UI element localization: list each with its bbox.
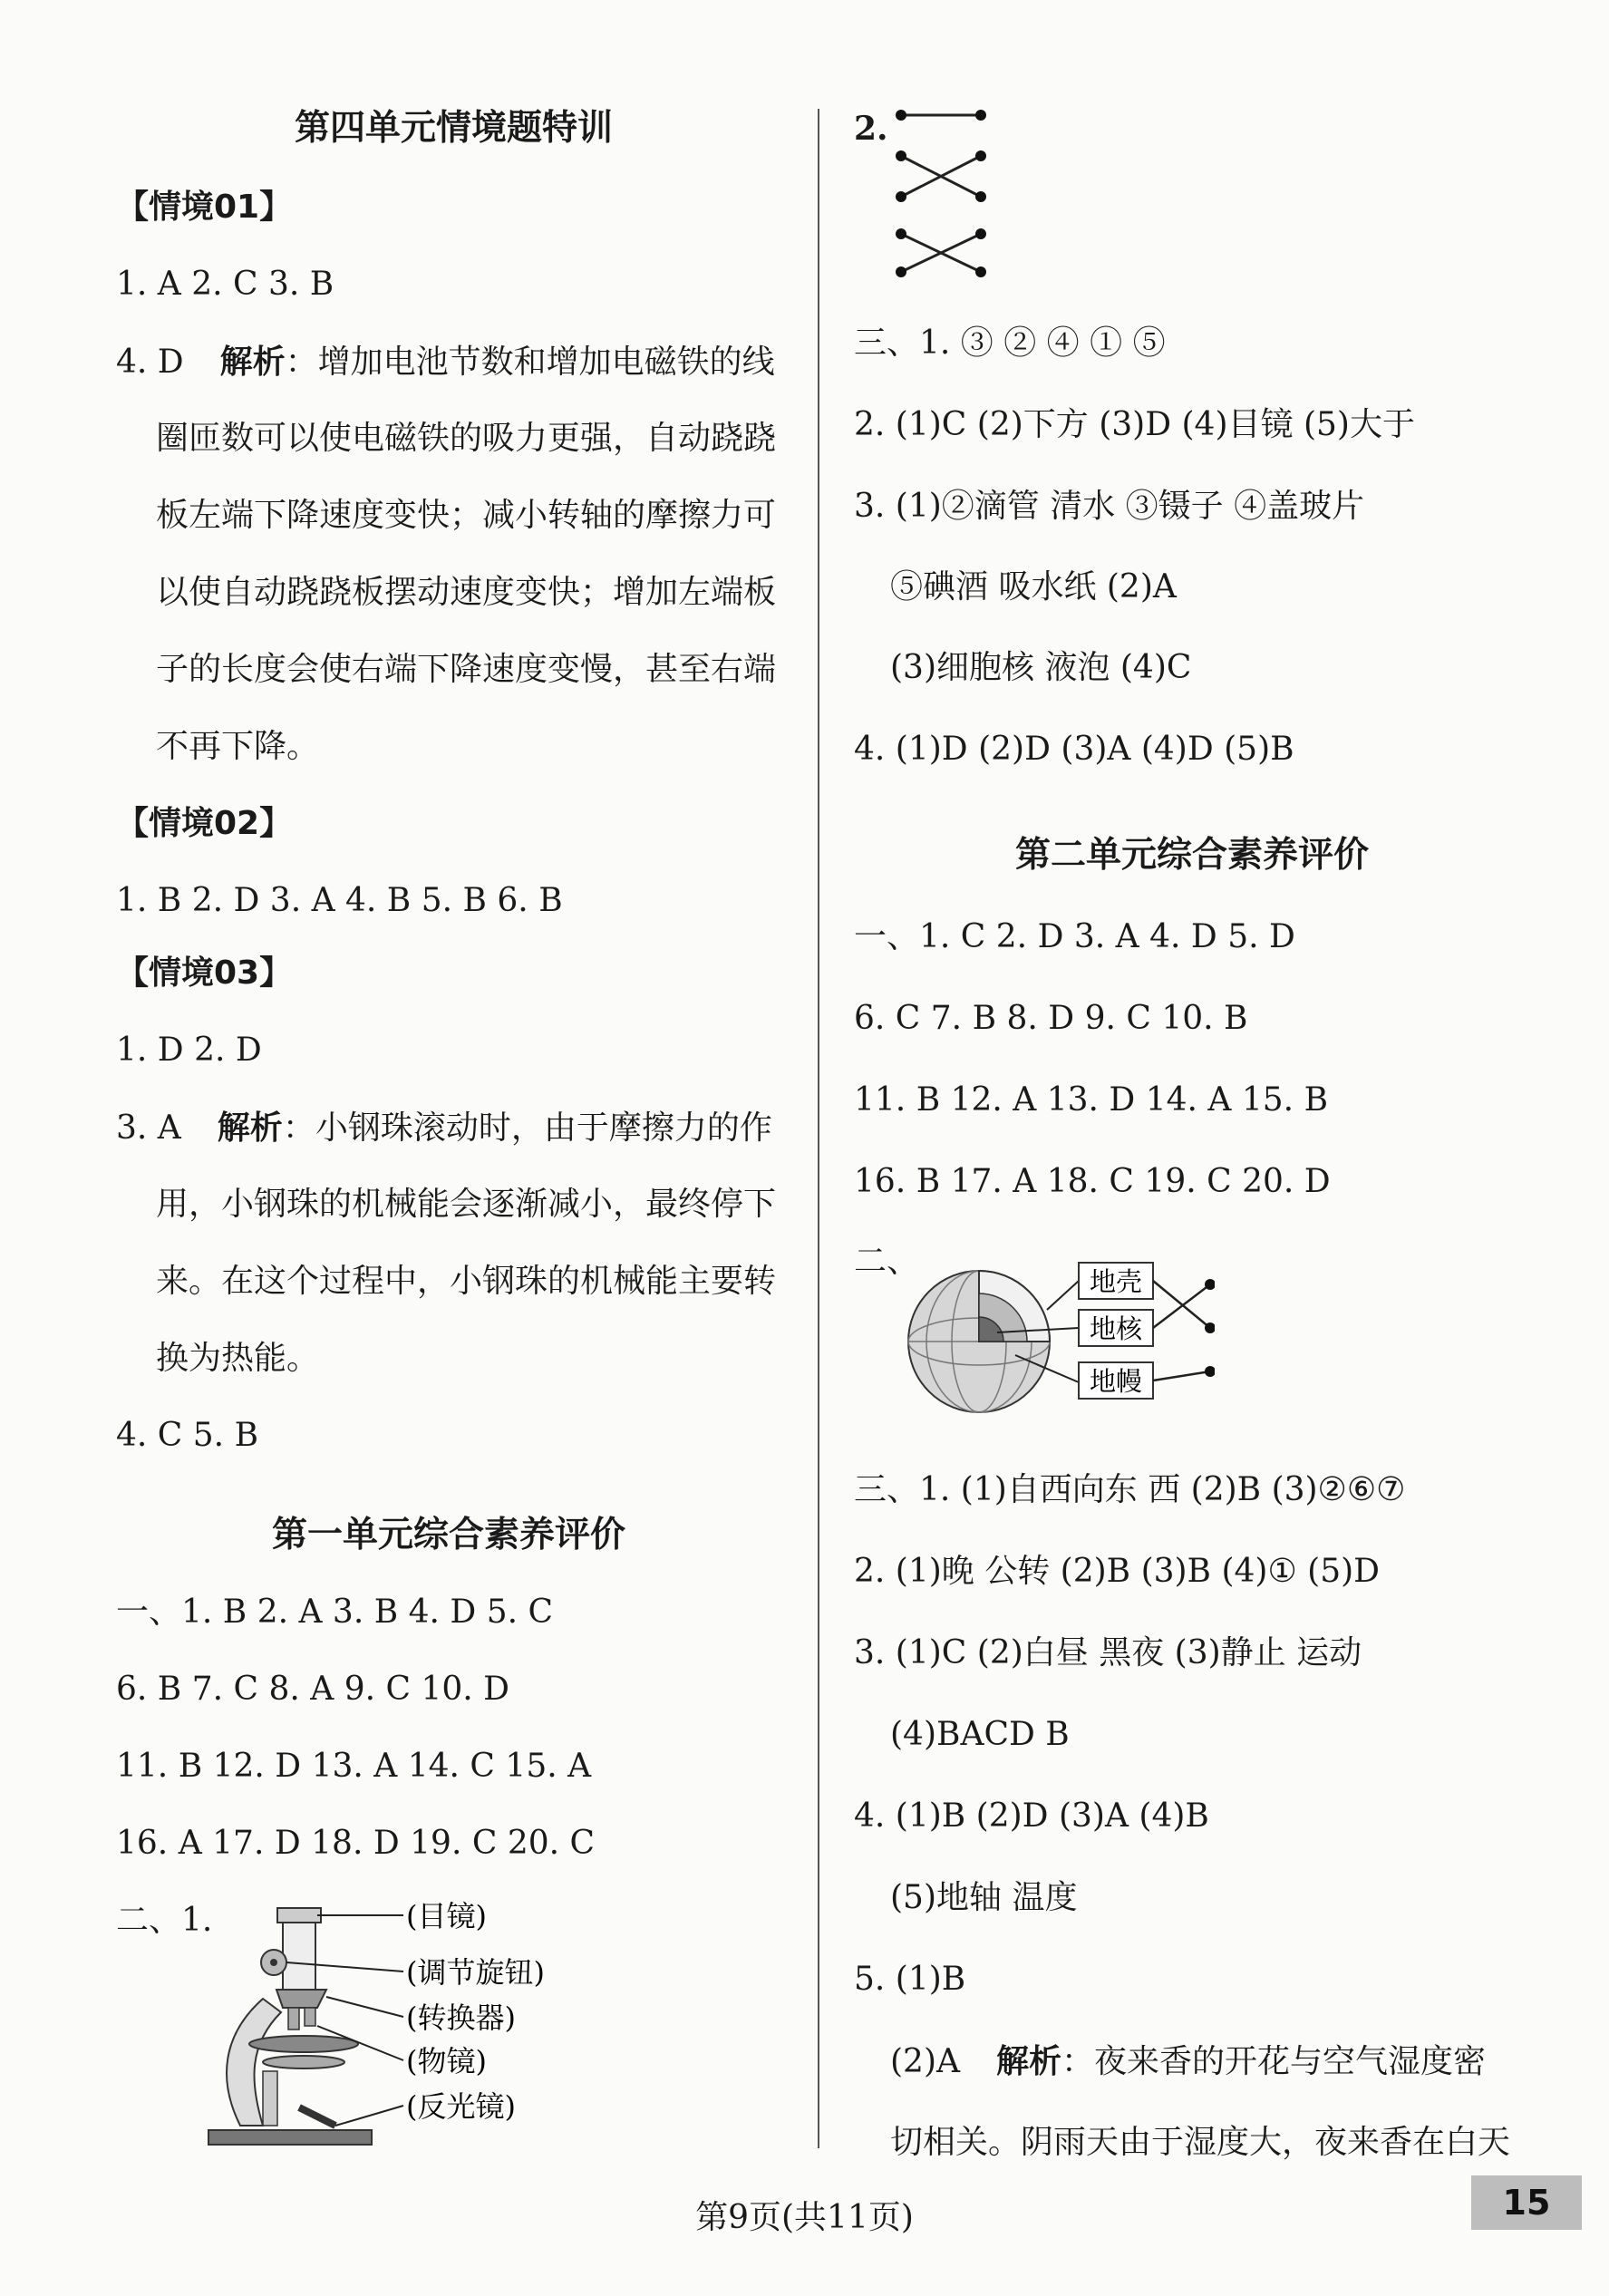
microscope-base (208, 2130, 372, 2145)
unit2-part3-q3-line2: (4)BACD B (890, 1716, 1070, 1753)
unit2-answers-row3: 11. B 12. A 13. D 14. A 15. B (854, 1081, 1329, 1119)
scenario-01-q4-line2: 圈匝数可以使电磁铁的吸力更强，自动跷跷 (156, 420, 777, 457)
label-adjust-knob: (调节旋钮) (406, 1955, 545, 1990)
scenario-03-q3-line1 (116, 1106, 772, 1150)
label-crust: 地壳 (1089, 1266, 1143, 1297)
part3-q4: 4. (1)D (2)D (3)A (4)D (5)B (854, 731, 1294, 768)
dot (975, 191, 986, 202)
unit1-answers-row3: 11. B 12. D 13. A 14. C 15. A (116, 1748, 592, 1785)
microscope-diagram (199, 1899, 598, 2162)
eyepiece (277, 1908, 321, 1923)
part3-q3-line2: ⑤碘酒 吸水纸 (2)A (890, 568, 1177, 605)
scenario-03-heading: 【情境03】 (116, 954, 293, 992)
microscope-tube (283, 1917, 315, 1990)
dot (896, 266, 906, 277)
part3-q3-line3: (3)细胞核 液泡 (4)C (890, 649, 1192, 686)
nosepiece (276, 1990, 326, 2008)
part3-q2: 2. (1)C (2)下方 (3)D (4)目镜 (5)大于 (854, 406, 1415, 443)
analysis-label: 解析 (219, 343, 286, 381)
dot (975, 150, 986, 161)
unit2-part3-q3-line1: 3. (1)C (2)白昼 黑夜 (3)静止 运动 (854, 1634, 1362, 1671)
unit2-answers-row2: 6. C 7. B 8. D 9. C 10. B (854, 1000, 1248, 1037)
scenario-02-answers: 1. B 2. D 3. A 4. B 5. B 6. B (116, 882, 563, 919)
scenario-01-answers-1: 1. A 2. C 3. B (116, 266, 334, 303)
scenario-01-q4-line6: 不再下降。 (156, 728, 320, 765)
scenario-01-q4-line5: 子的长度会使右端下降速度变慢，甚至右端 (156, 651, 777, 688)
scenario-03-answers-1: 1. D 2. D (116, 1032, 262, 1069)
dot (896, 150, 906, 161)
unit1-answers-row2: 6. B 7. C 8. A 9. C 10. D (116, 1671, 510, 1708)
unit2-answers-row1: 一、1. C 2. D 3. A 4. D 5. D (854, 918, 1295, 955)
label-eyepiece: (目镜) (406, 1899, 487, 1933)
dot (975, 266, 986, 277)
pillar (263, 2071, 277, 2126)
unit1-answers-row4: 16. A 17. D 18. D 19. C 20. C (116, 1825, 596, 1862)
analysis-label: 解析 (217, 1109, 283, 1147)
mirror (299, 2107, 335, 2126)
label-objective: (物镜) (406, 2044, 487, 2078)
analysis-text: ：增加电池节数和增加电磁铁的线 (285, 344, 775, 381)
page-footer: 第9页(共11页) (695, 2199, 914, 2236)
label-mantle: 地幔 (1089, 1366, 1143, 1397)
adjust-knob-center (270, 1959, 277, 1966)
scenario-03-q3-line4: 换为热能。 (156, 1340, 320, 1377)
objective-1 (288, 2008, 299, 2030)
unit2-part3-q5-line2 (890, 2039, 1486, 2084)
stage-lower (263, 2056, 344, 2068)
unit2-part3-q5-line1: 5. (1)B (854, 1961, 966, 1998)
dot (896, 191, 906, 202)
label-core: 地核 (1089, 1313, 1143, 1344)
dot (975, 110, 986, 121)
dot (1205, 1366, 1215, 1377)
unit1-title: 第一单元综合素养评价 (272, 1515, 626, 1555)
scenario-01-heading: 【情境01】 (116, 189, 293, 226)
unit2-title: 第二单元综合素养评价 (1015, 835, 1370, 876)
matching-diagram (890, 104, 999, 286)
unit2-answers-row4: 16. B 17. A 18. C 19. C 20. D (854, 1163, 1331, 1200)
scenario-01-q4-line4: 以使自动跷跷板摆动速度变快；增加左端板 (156, 574, 777, 611)
unit2-part3-q4-line2: (5)地轴 温度 (890, 1879, 1078, 1916)
unit2-part3-q5-line3: 切相关。阴雨天由于湿度大，夜来香在白天 (890, 2124, 1511, 2161)
earth-structure-diagram (906, 1237, 1215, 1432)
label-converter: (转换器) (406, 2001, 516, 2035)
analysis-label: 解析 (996, 2042, 1062, 2080)
page-number-badge: 15 (1471, 2175, 1582, 2230)
scenario-03-q3-line2: 用，小钢珠的机械能会逐渐减小，最终停下 (156, 1186, 777, 1223)
scenario-01-q4-line1 (116, 340, 775, 384)
dot (975, 228, 986, 239)
label-mirror: (反光镜) (406, 2089, 516, 2124)
scenario-03-q3-line3: 来。在这个过程中，小钢珠的机械能主要转 (156, 1263, 777, 1300)
q4-answer: 4. D (116, 344, 184, 381)
column-divider (818, 109, 819, 2148)
leader-line (1047, 1281, 1079, 1310)
scenario-02-heading: 【情境02】 (116, 805, 293, 842)
part3-q1: 三、1. ③ ② ④ ① ⑤ (854, 325, 1166, 362)
unit2-part2-label: 二、 (854, 1243, 920, 1280)
dot (896, 228, 906, 239)
unit1-answers-row1: 一、1. B 2. A 3. B 4. D 5. C (116, 1594, 554, 1631)
dot (896, 110, 906, 121)
part3-q3-line1: 3. (1)②滴管 清水 ③镊子 ④盖玻片 (854, 488, 1365, 525)
match-line (1153, 1371, 1210, 1381)
analysis-text: ：夜来香的开花与空气湿度密 (1061, 2043, 1487, 2080)
unit2-part3-q1: 三、1. (1)自西向东 西 (2)B (3)②⑥⑦ (854, 1471, 1406, 1508)
scenario-03-answers-4: 4. C 5. B (116, 1417, 259, 1454)
q5-2-answer: (2)A (890, 2043, 960, 2080)
matching-q2-number: 2. (854, 110, 888, 148)
unit4-title: 第四单元情境题特训 (295, 108, 614, 149)
unit1-part2-label: 二、1. (116, 1902, 213, 1939)
q3-answer: 3. A (116, 1109, 181, 1147)
leader-line (326, 1997, 403, 2017)
stage (249, 2036, 358, 2052)
objective-2 (305, 2008, 315, 2026)
scenario-01-q4-line3: 板左端下降速度变快；减小转轴的摩擦力可 (156, 497, 777, 534)
leader-line (335, 2106, 403, 2126)
unit2-part3-q4-line1: 4. (1)B (2)D (3)A (4)B (854, 1797, 1209, 1835)
analysis-text: ：小钢珠滚动时，由于摩擦力的作 (282, 1109, 772, 1147)
unit2-part3-q2: 2. (1)晚 公转 (2)B (3)B (4)① (5)D (854, 1553, 1381, 1590)
